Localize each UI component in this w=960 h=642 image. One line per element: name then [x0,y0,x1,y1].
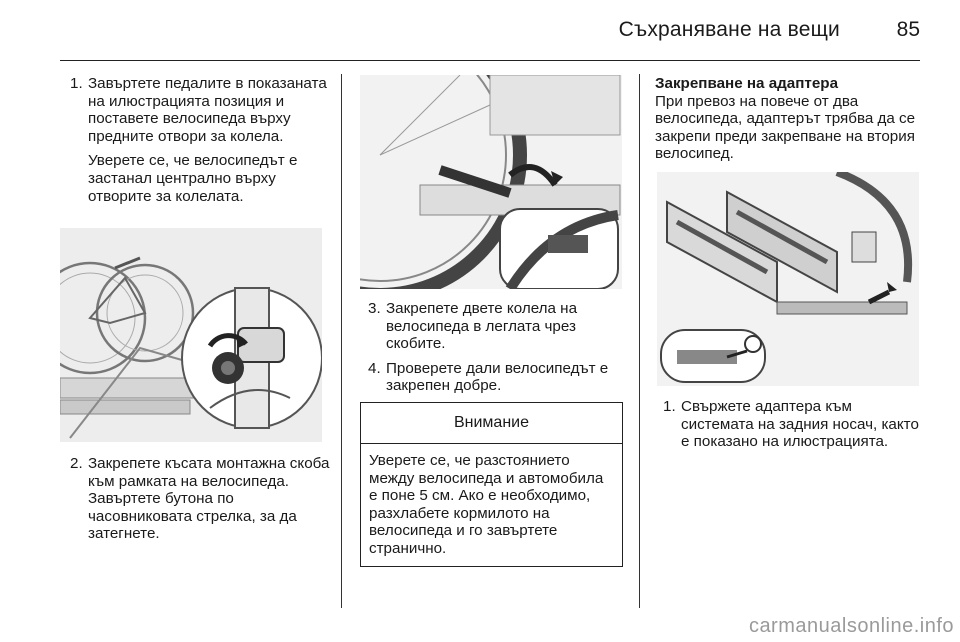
page-header [0,0,960,62]
illustration-clamp [60,228,322,442]
warning-body: Уверете се, че разстоянието между велосипеда и автомобила е поне 5 см. Ако е необходимо, разхлабете кормилото на велосипеда и го завъртете странично. [369,452,604,557]
step-number: 3. [368,300,381,317]
step-number: 4. [368,359,381,377]
figure-wheel-strap [360,75,622,289]
section-subheading: Закрепване на адаптера [655,75,839,92]
step-number: 2. [70,455,83,472]
column-1-lower [62,455,330,550]
step-number: 1. [663,398,676,415]
adapter-step-1 [655,398,925,451]
column-divider-1 [341,74,342,608]
warning-box [360,402,623,567]
warning-heading: Внимание [361,403,622,444]
column-divider-2 [639,74,640,608]
column-1 [62,75,330,212]
step-number: 1. [70,75,83,92]
page-title: Съхраняване на вещи [618,18,840,41]
step-text: Закрепете късата монтажна скоба към рамката на велосипеда. Завъртете бутона по часовниковата стрелка, за да затегнете. [88,455,330,543]
figure-bike-frame-clamp [60,228,322,442]
step-2 [62,455,330,543]
column-2 [360,300,628,402]
step-4 [360,360,628,395]
step-1 [62,75,330,205]
page-number: 85 [896,18,920,41]
step-note: Уверете се, че велосипедът е застанал централно върху отворите за колелата. [88,152,298,205]
illustration-adapter [657,172,919,386]
step-text: Проверете дали велосипедът е закрепен добре. [386,359,609,395]
section-intro: При превоз на повече от два велосипеда, адаптерът трябва да се закрепи преди закрепване на втория велосипед. [655,92,916,163]
step-text: Свържете адаптера към системата на задния носач, както е показано на илюстрацията. [681,398,919,451]
step-3 [360,300,628,353]
step-text: Завъртете педалите в показаната на илюстрацията позиция и поставете велосипеда върху предните отвори за колела. [88,75,327,145]
figure-adapter [657,172,919,386]
column-3-lower [655,398,925,458]
column-3 [655,75,925,163]
watermark: carmanualsonline.info [748,615,954,637]
header-rule [60,60,920,61]
illustration-strap [360,75,622,289]
step-text: Закрепете двете колела на велосипеда в леглата чрез скобите. [386,300,578,353]
